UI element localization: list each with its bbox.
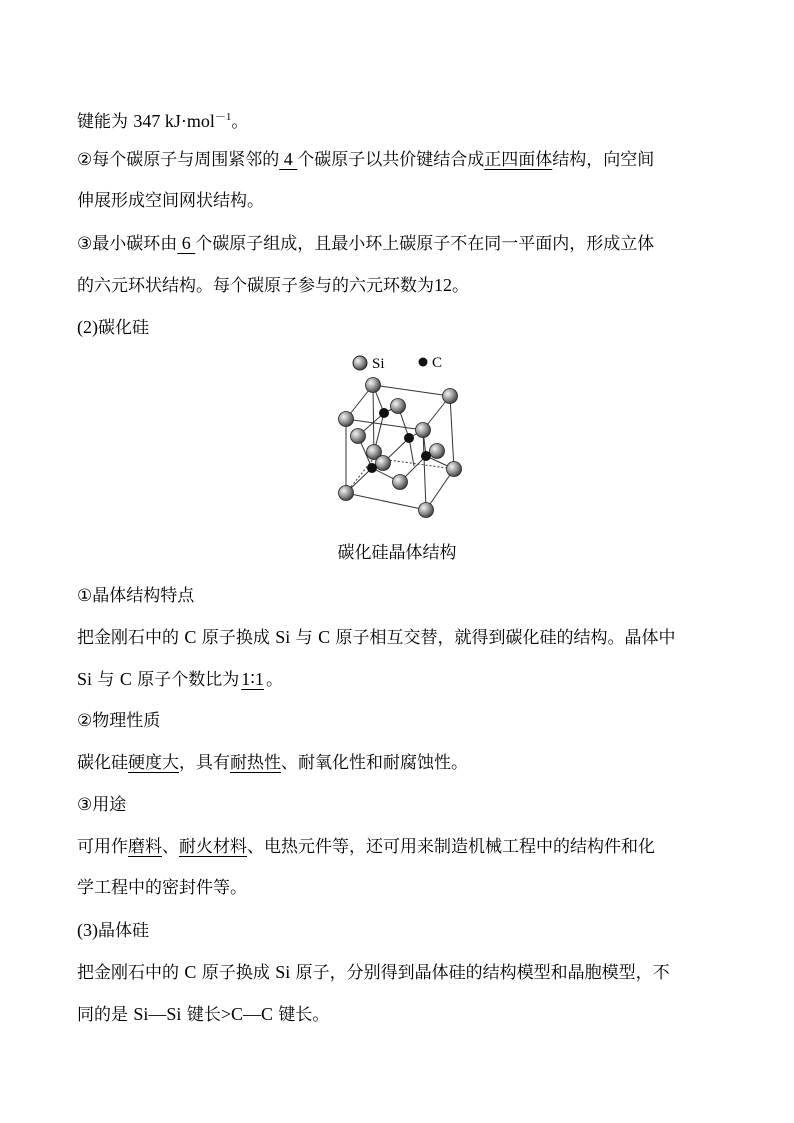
si-atom — [443, 389, 458, 404]
si-line-1 — [77, 960, 670, 985]
text: 键长 — [181, 1005, 221, 1025]
si-atom — [376, 456, 391, 471]
bond-energy-line — [77, 105, 248, 134]
answer-blank: 磨料 — [128, 837, 162, 857]
si-atom — [366, 378, 381, 393]
si-atom — [419, 503, 434, 518]
diamond-point-2-line-1 — [77, 147, 654, 172]
symbol: C — [184, 627, 197, 647]
text: 碳化硅 — [77, 753, 128, 773]
sic-uses-line-1 — [77, 835, 655, 859]
text: 。 — [231, 112, 249, 132]
bond: Si—Si — [133, 1004, 182, 1024]
sic-properties-line — [77, 751, 468, 775]
text: 把金刚石中的 — [77, 628, 185, 648]
diamond-point-2-line-2 — [77, 189, 264, 213]
text: 、电热元件等，还可用来制造机械工程中的结构件和化 — [247, 837, 655, 857]
si-atom — [447, 462, 462, 477]
section-title: 晶体硅 — [98, 921, 149, 941]
c-atom — [421, 451, 431, 461]
legend-si-icon — [353, 356, 367, 370]
si-atom — [351, 429, 366, 444]
si-atom — [339, 412, 354, 427]
text: 原子相互交替，就得到碳化硅的结构。晶体中 — [330, 628, 676, 648]
sic-structure-line-2 — [77, 667, 283, 692]
si-line-2 — [77, 1002, 329, 1027]
sic-structure-line-1 — [77, 625, 675, 650]
si-atom — [416, 423, 431, 438]
text: 与 — [92, 670, 120, 690]
sic-crystal-structure-figure — [327, 348, 477, 523]
answer-blank: 硬度大 — [128, 753, 179, 773]
text: 、耐氧化性和耐腐蚀性。 — [281, 753, 468, 773]
text: 原子，分别得到晶体硅的结构模型和晶胞模型，不 — [290, 963, 670, 983]
c-atom — [404, 433, 414, 443]
text: 伸展形成空间网状结构。 — [77, 191, 264, 211]
subsection-title: ③用途 — [77, 795, 127, 815]
text: 。 — [452, 276, 469, 296]
section-number: (2) — [77, 317, 98, 337]
answer-blank: 耐热性 — [230, 753, 281, 773]
text: 个碳原子组成，且最小环上碳原子不在同一平面内，形成立体 — [195, 234, 655, 254]
superscript: －1 — [214, 111, 232, 123]
si-atom — [430, 444, 445, 459]
symbol: C — [318, 627, 331, 647]
answer-blank: 6 — [177, 233, 196, 253]
text: ②每个碳原子与周围紧邻的 — [77, 150, 280, 170]
si-atom — [339, 486, 354, 501]
diamond-point-3-line-2 — [77, 273, 469, 298]
c-atom — [367, 463, 377, 473]
text: ，具有 — [179, 753, 230, 773]
section-heading-sic — [77, 315, 149, 340]
text: 。 — [265, 670, 283, 690]
sic-structure-title — [77, 584, 194, 608]
symbol: Si — [275, 627, 291, 647]
legend-c-label: C — [432, 355, 443, 371]
figure-caption: 碳化硅晶体结构 — [337, 543, 457, 563]
answer-blank: 4 — [279, 149, 298, 169]
text: 把金刚石中的 — [77, 963, 185, 983]
legend-c-icon — [419, 358, 428, 367]
text: 的六元环状结构。每个碳原子参与的六元环数为 — [77, 276, 434, 296]
text: 学工程中的密封件等。 — [77, 878, 247, 898]
bond: C—C — [231, 1004, 274, 1024]
symbol: C — [184, 962, 197, 982]
text: 键能为 — [77, 112, 134, 132]
subsection-title: ②物理性质 — [77, 711, 161, 731]
text: 可用作 — [77, 837, 128, 857]
text: 原子换成 — [196, 963, 276, 983]
sic-uses-title — [77, 793, 126, 817]
subsection-title: ①晶体结构特点 — [77, 586, 195, 606]
section-title: 碳化硅 — [98, 318, 149, 338]
section-number: (3) — [77, 920, 98, 940]
text: 与 — [290, 628, 319, 648]
sic-properties-title — [77, 709, 160, 733]
symbol: Si — [275, 962, 291, 982]
si-atom — [393, 475, 408, 490]
si-atom — [391, 399, 406, 414]
symbol: > — [220, 1004, 231, 1024]
answer-blank: 耐火材料 — [179, 837, 247, 857]
text: 、 — [162, 837, 179, 857]
diamond-point-3-line-1 — [77, 231, 654, 256]
symbol: Si — [77, 669, 93, 689]
section-heading-si — [77, 918, 149, 943]
text: 个碳原子以共价键结合成 — [297, 150, 485, 170]
c-atom — [379, 408, 389, 418]
si-atoms — [339, 378, 462, 518]
text: 同的是 — [77, 1005, 134, 1025]
answer-blank: 正四面体 — [484, 150, 553, 170]
text: 原子换成 — [196, 628, 276, 648]
number: 12 — [434, 275, 452, 295]
text: 原子个数比为 — [131, 670, 240, 690]
text: 结构，向空间 — [552, 150, 655, 170]
legend-si-label: Si — [372, 356, 385, 372]
text: 键长。 — [273, 1005, 330, 1025]
sic-uses-line-2 — [77, 876, 247, 900]
bond-energy-value: 347 kJ·mol — [133, 111, 215, 131]
text: ③最小碳环由 — [77, 234, 178, 254]
answer-blank: 1∶1 — [241, 669, 264, 689]
symbol: C — [119, 669, 132, 689]
